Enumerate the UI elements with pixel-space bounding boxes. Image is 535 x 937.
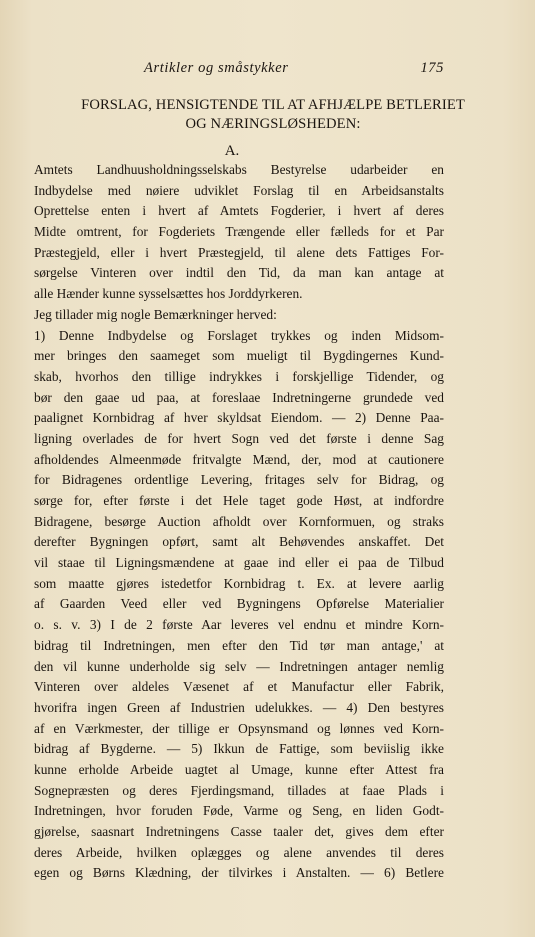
heading-line-2: OG NÆRINGSLØSHEDEN: — [185, 116, 361, 132]
body-line: Sognepræsten og deres Fjerdingsmand, tillades at faae Plads i — [34, 782, 444, 798]
body-line: den vil kunne underholde sig selv — Indretningen antager nemlig — [34, 658, 444, 674]
body-line: Præstegjeld, eller i hvert Præstegjeld, til alene dets Fattiges For- — [34, 244, 444, 260]
body-text — [34, 160, 444, 884]
body-line: derefter Bygningen opført, samt alt Behøvendes anskaffet. Det — [34, 534, 444, 550]
body-line: sørge for, efter første i det Hele taget gode Høst, at indfordre — [34, 493, 444, 508]
body-line: af en Værkmester, der tillige er Opsynsmand og lønnes ved Korn- — [34, 720, 444, 736]
body-line: Indbydelse med nøiere udviklet Forslag til en Arbeidsanstalts — [34, 182, 444, 198]
body-line: Jeg tillader mig nogle Bemærkninger herved: — [34, 306, 277, 322]
body-line: Bidragene, besørge Auction afholdt over Kornformuen, og straks — [34, 513, 444, 529]
body-line: ligning overlades de for hvert Sogn ved det første i denne Sag — [34, 430, 444, 446]
body-line: o. s. v. 3) I de 2 første Aar leveres vel endnu et mindre Korn- — [34, 617, 444, 633]
body-line: paalignet Kornbidrag af hver skyldsat Eiendom. — 2) Denne Paa- — [34, 410, 444, 426]
body-line: Oprettelse enten i hvert af Amtets Fogderier, i hvert af deres — [34, 203, 444, 219]
body-line: vil staae til Ligningsmændene at gaae ind eller ei paa de Tilbud — [34, 555, 444, 571]
body-line: Indretningen, hvor foruden Føde, Varme og Seng, en liden Godt- — [34, 803, 444, 819]
body-line: deres Arbeide, hvilken oplægges og alene anvendes til deres — [34, 844, 444, 860]
body-line: som maatte gjøres istedetfor Kornbidrag t. Ex. at levere aarlig — [34, 575, 444, 591]
body-line: af Gaarden Veed eller ved Bygningens Opførelse Materialier — [34, 596, 444, 612]
body-line: Vinteren over aldeles Væsenet af et Manufactur eller Fabrik, — [34, 679, 444, 695]
body-line: egen og Børns Klædning, der tilvirkes i Anstalten. — 6) Betlere — [34, 865, 444, 881]
heading-line-1: FORSLAG, HENSIGTENDE TIL AT AFHJÆLPE BETLERIET — [81, 97, 465, 113]
body-line: Midte omtrent, for Fogderiets Trængende eller fælleds for et Par — [34, 224, 444, 240]
body-line: skab, hvorhos den tillige indrykkes i forskjellige Tidender, og — [34, 368, 444, 384]
body-line: mer bringes den saameget som mueligt til Bygdingernes Kund- — [34, 348, 444, 364]
body-line: hvorifra ingen Green af Industrien udelukkes. — 4) Den bestyres — [34, 699, 444, 715]
section-letter: A. — [224, 143, 240, 159]
body-line: sørgelse Vinteren over indtil den Tid, da man kan antage at — [34, 265, 444, 281]
article-heading — [28, 96, 518, 134]
body-line: Amtets Landhuusholdningsselskabs Bestyrelse udarbeider en — [34, 162, 444, 177]
body-line: for Bidragenes ordentlige Levering, fritages selv for Bidrag, og — [34, 472, 444, 488]
running-head — [144, 60, 444, 80]
body-line: gjørelse, saasnart Indretningens Casse taaler det, gives dem efter — [34, 824, 444, 839]
body-line: kunne erholde Arbeide uagtet al Umage, kunne efter Attest fra — [34, 761, 444, 777]
running-title: Artikler og småstykker — [144, 60, 289, 76]
body-line: alle Hænder kunne sysselsættes hos Jorddyrkeren. — [34, 286, 303, 302]
page-number: 175 — [420, 60, 444, 76]
body-line: bidrag af Bygderne. — 5) Ikkun de Fattige, som beviislig ikke — [34, 741, 444, 757]
body-line: bør den gaae ud paa, at foreslaae Indretningerne grundede ved — [34, 389, 444, 405]
body-line: bidrag til Indretningen, men efter den Tid tør man antage,' at — [34, 637, 444, 653]
body-line: 1) Denne Indbydelse og Forslaget trykkes og inden Midsom- — [34, 327, 444, 343]
body-line: afholdendes Almeenmøde fritvalgte Mænd, der, mod at cautionere — [34, 451, 444, 467]
